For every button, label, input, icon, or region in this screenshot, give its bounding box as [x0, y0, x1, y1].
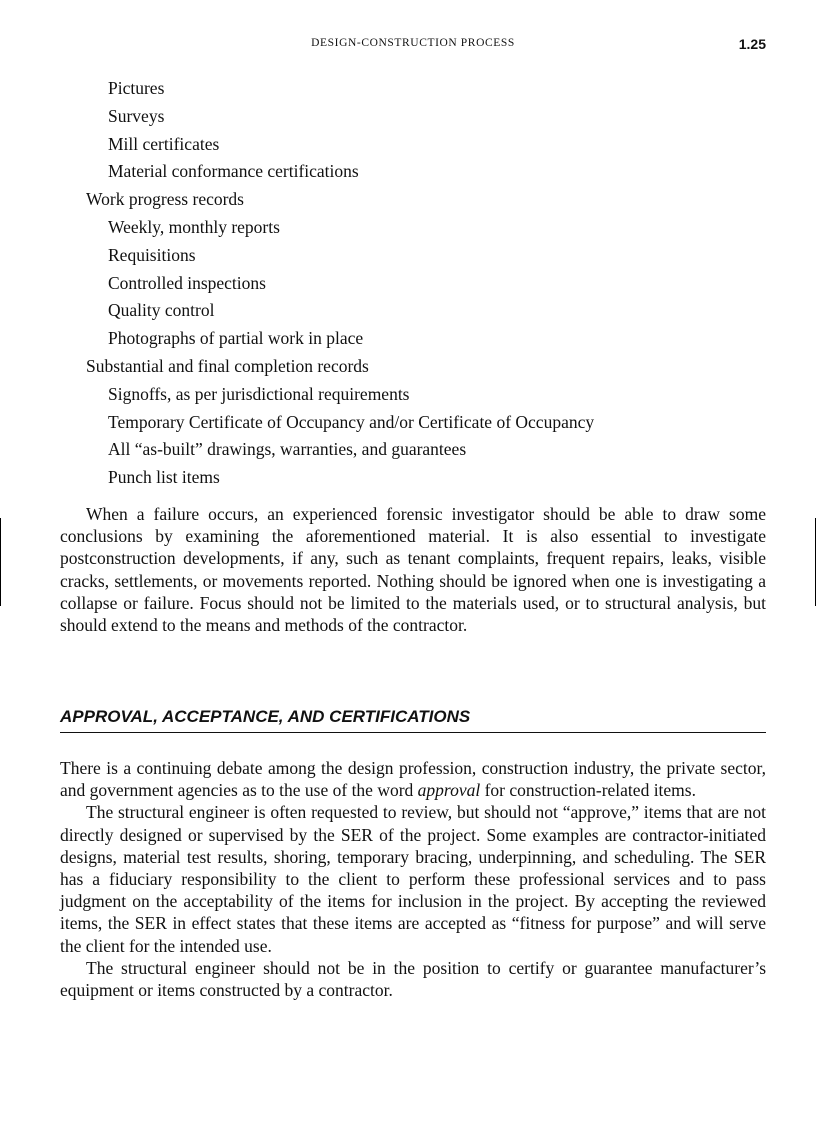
- outline-group-heading: Work progress records: [86, 189, 244, 210]
- records-outline: [60, 76, 766, 493]
- outline-item: Signoffs, as per jurisdictional requirements: [108, 383, 410, 404]
- outline-item: Pictures: [108, 78, 165, 98]
- running-header: [60, 36, 766, 54]
- outline-item: Photographs of partial work in place: [108, 328, 364, 349]
- outline-item: Punch list items: [108, 467, 220, 488]
- body-paragraph: The structural engineer should not be in the position to certify or guarantee manufacturer’s equipment or items constructed by a contractor.: [60, 957, 766, 1001]
- outline-item: Weekly, monthly reports: [108, 216, 280, 237]
- outline-item: Quality control: [108, 300, 215, 321]
- failure-investigation-paragraph-block: [60, 503, 766, 636]
- outline-item: Material conformance certifications: [108, 161, 359, 182]
- emphasized-term: approval: [417, 780, 481, 801]
- outline-item: Temporary Certificate of Occupancy and/or Certificate of Occupancy: [108, 411, 595, 432]
- running-title: DESIGN-CONSTRUCTION PROCESS: [311, 37, 515, 49]
- paragraph-text: for construction-related items.: [480, 780, 696, 801]
- section-body: [60, 757, 766, 1001]
- page-number: 1.25: [738, 36, 766, 52]
- outline-item: Surveys: [108, 105, 165, 126]
- outline-item: Controlled inspections: [108, 272, 266, 293]
- crop-mark-left: [0, 518, 1, 606]
- paragraph-text: There is a continuing debate among the design profession, construction industry, the private sector, and government agencies as to the use of the word: [60, 758, 766, 801]
- body-paragraph: The structural engineer is often requested to review, but should not “approve,” items that are not directly designed or supervised by the SER of the project. Some examples are contractor-initiated designs, material test results, shoring, temporary bracing, underpinning, and scheduling. The SER has a fiduciary responsibility to the client to perform these professional services and to pass judgment on the acceptability of the items for inclusion in the project. By accepting the reviewed items, the SER in effect states that these items are accepted as “fitness for purpose” and will serve the client for the intended use.: [60, 802, 766, 956]
- outline-group-heading: Substantial and final completion records: [86, 355, 369, 376]
- outline-item: Mill certificates: [108, 133, 220, 154]
- body-paragraph: When a failure occurs, an experienced forensic investigator should be able to draw some conclusions by examining the aforementioned material. It is also essential to investigate postconstruction developments, if any, such as tenant complaints, frequent repairs, leaks, visible cracks, settlements, or movements reported. Nothing should be ignored when one is investigating a collapse or failure. Focus should not be limited to the materials used, or to structural analysis, but should extend to the means and methods of the contractor.: [60, 504, 766, 636]
- outline-item: Requisitions: [108, 244, 196, 265]
- section-heading: APPROVAL, ACCEPTANCE, AND CERTIFICATIONS: [60, 707, 766, 733]
- body-paragraph: [60, 757, 766, 801]
- outline-item: All “as-built” drawings, warranties, and guarantees: [108, 439, 467, 460]
